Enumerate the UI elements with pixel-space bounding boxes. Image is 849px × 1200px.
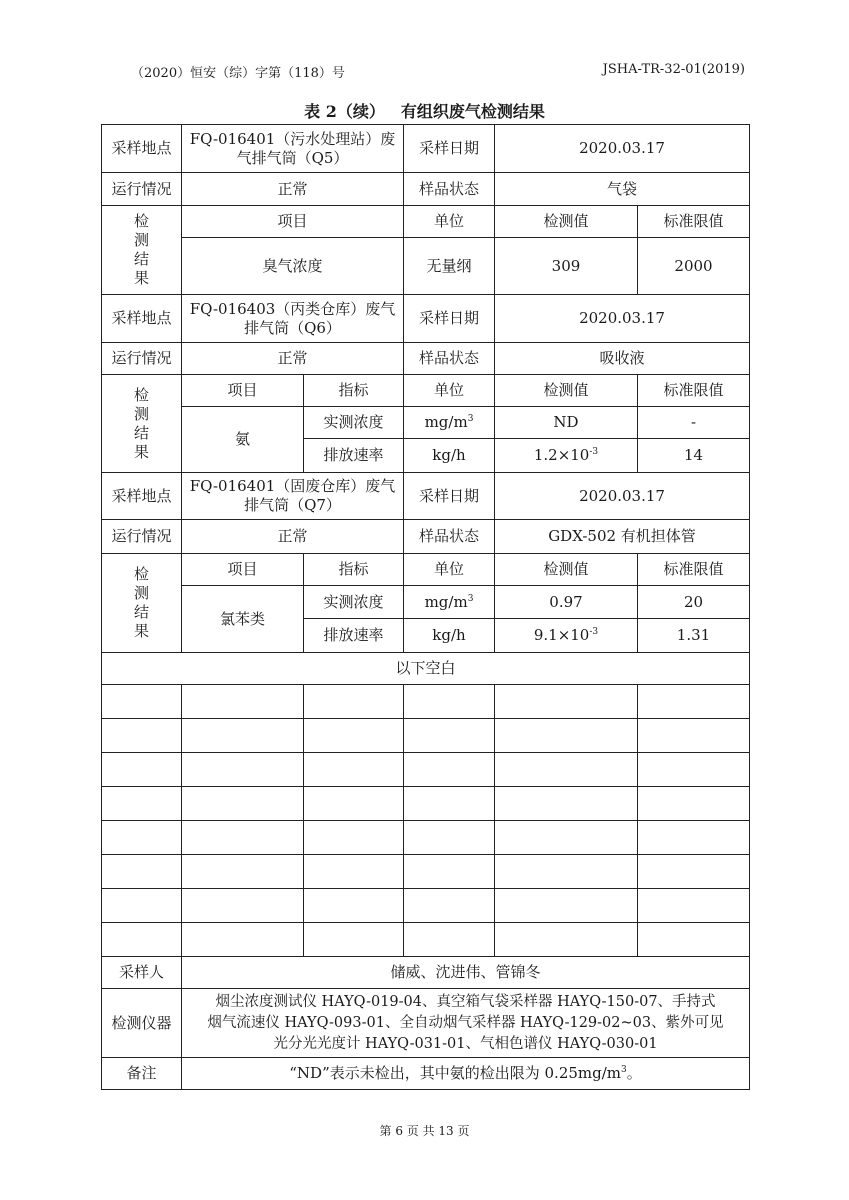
- table-row: [102, 407, 750, 439]
- date-label: 采样日期: [404, 125, 495, 173]
- sample-state-label: 样品状态: [404, 343, 495, 375]
- unit-header: 单位: [404, 375, 495, 407]
- table-row: [102, 957, 750, 989]
- sample-state-label: 样品状态: [404, 173, 495, 206]
- measured-value: $1.2\times 10^{-3}$: [495, 439, 638, 473]
- site-value: FQ-016401（固废仓库）废气 排气筒（Q7）: [182, 473, 404, 520]
- table-name: 有组织废气检测结果: [400, 102, 545, 121]
- date-label: 采样日期: [404, 295, 495, 343]
- table-row: [102, 343, 750, 375]
- report-number: （2020）恒安（综）字第（118）号: [131, 66, 345, 81]
- measured-value: 0.97: [495, 586, 638, 619]
- item-value: 氯苯类: [182, 586, 304, 653]
- empty-row: [102, 889, 750, 923]
- date-value: 2020.03.17: [495, 295, 750, 343]
- table-row: [102, 554, 750, 586]
- unit-value: $mg/m^3$: [404, 586, 495, 619]
- empty-row: [102, 787, 750, 821]
- table-row: [102, 295, 750, 343]
- document-code: JSHA-TR-32-01(2019): [602, 62, 745, 77]
- table-row: [102, 125, 750, 173]
- measured-value: 309: [495, 238, 638, 295]
- empty-row: [102, 719, 750, 753]
- table-number: 表 2（续）: [304, 102, 385, 121]
- index-value: 排放速率: [304, 439, 404, 473]
- operation-value: 正常: [182, 343, 404, 375]
- site-label: 采样地点: [102, 295, 182, 343]
- index-header: 指标: [304, 554, 404, 586]
- sample-state-label: 样品状态: [404, 520, 495, 554]
- index-header: 指标: [304, 375, 404, 407]
- empty-row: [102, 821, 750, 855]
- result-label: 检 测 结 果: [102, 206, 182, 295]
- limit-value: -: [638, 407, 750, 439]
- table-row: [102, 473, 750, 520]
- empty-row: [102, 685, 750, 719]
- index-value: 排放速率: [304, 619, 404, 653]
- table-row: [102, 206, 750, 238]
- index-value: 实测浓度: [304, 586, 404, 619]
- unit-value: 无量纲: [404, 238, 495, 295]
- operation-value: 正常: [182, 173, 404, 206]
- index-value: 实测浓度: [304, 407, 404, 439]
- operation-label: 运行情况: [102, 343, 182, 375]
- table-row: [102, 586, 750, 619]
- table-row: [102, 173, 750, 206]
- item-header: 项目: [182, 375, 304, 407]
- empty-row: [102, 923, 750, 957]
- blank-note: 以下空白: [102, 653, 750, 685]
- table-row: [102, 520, 750, 554]
- remark-label: 备注: [102, 1058, 182, 1090]
- sample-state-value: 吸收液: [495, 343, 750, 375]
- instruments-value: 烟尘浓度测试仪 HAYQ-019-04、真空箱气袋采样器 HAYQ-150-07、手持式 烟气流速仪 HAYQ-093-01、全自动烟气采样器 HAYQ-129-02~03、紫外可见 光分光光度计 HAYQ-031-01、气相色谱仪 HAYQ-030-01: [182, 989, 750, 1058]
- limit-header: 标准限值: [638, 375, 750, 407]
- item-value: 臭气浓度: [182, 238, 404, 295]
- table-title: [0, 99, 849, 122]
- item-header: 项目: [182, 554, 304, 586]
- site-label: 采样地点: [102, 125, 182, 173]
- remark-value: “ND”表示未检出，其中氨的检出限为 $0.25mg/m^3$。: [182, 1058, 750, 1090]
- table-row: [102, 1058, 750, 1090]
- measured-header: 检测值: [495, 206, 638, 238]
- limit-header: 标准限值: [638, 554, 750, 586]
- site-value: FQ-016401（污水处理站）废 气排气筒（Q5）: [182, 125, 404, 173]
- site-label: 采样地点: [102, 473, 182, 520]
- table-row: [102, 238, 750, 295]
- operation-value: 正常: [182, 520, 404, 554]
- result-label: 检 测 结 果: [102, 375, 182, 473]
- unit-header: 单位: [404, 554, 495, 586]
- table-row: [102, 989, 750, 1058]
- table-row: [102, 653, 750, 685]
- item-value: 氨: [182, 407, 304, 473]
- empty-row: [102, 855, 750, 889]
- empty-row: [102, 753, 750, 787]
- date-value: 2020.03.17: [495, 473, 750, 520]
- sampler-label: 采样人: [102, 957, 182, 989]
- measured-header: 检测值: [495, 375, 638, 407]
- date-label: 采样日期: [404, 473, 495, 520]
- limit-value: 2000: [638, 238, 750, 295]
- limit-value: 14: [638, 439, 750, 473]
- measured-value: $9.1\times 10^{-3}$: [495, 619, 638, 653]
- limit-value: 20: [638, 586, 750, 619]
- unit-value: kg/h: [404, 619, 495, 653]
- operation-label: 运行情况: [102, 520, 182, 554]
- limit-value: 1.31: [638, 619, 750, 653]
- site-value: FQ-016403（丙类仓库）废气 排气筒（Q6）: [182, 295, 404, 343]
- sampler-value: 储威、沈进伟、管锦冬: [182, 957, 750, 989]
- operation-label: 运行情况: [102, 173, 182, 206]
- instruments-label: 检测仪器: [102, 989, 182, 1058]
- unit-value: $mg/m^3$: [404, 407, 495, 439]
- limit-header: 标准限值: [638, 206, 750, 238]
- sample-state-value: GDX-502 有机担体管: [495, 520, 750, 554]
- item-header: 项目: [182, 206, 404, 238]
- exhaust-gas-results-table: [101, 124, 750, 1090]
- measured-header: 检测值: [495, 554, 638, 586]
- sample-state-value: 气袋: [495, 173, 750, 206]
- result-label: 检 测 结 果: [102, 554, 182, 653]
- measured-value: ND: [495, 407, 638, 439]
- unit-value: kg/h: [404, 439, 495, 473]
- table-row: [102, 375, 750, 407]
- unit-header: 单位: [404, 206, 495, 238]
- date-value: 2020.03.17: [495, 125, 750, 173]
- page-number: 第 6 页 共 13 页: [379, 1124, 470, 1138]
